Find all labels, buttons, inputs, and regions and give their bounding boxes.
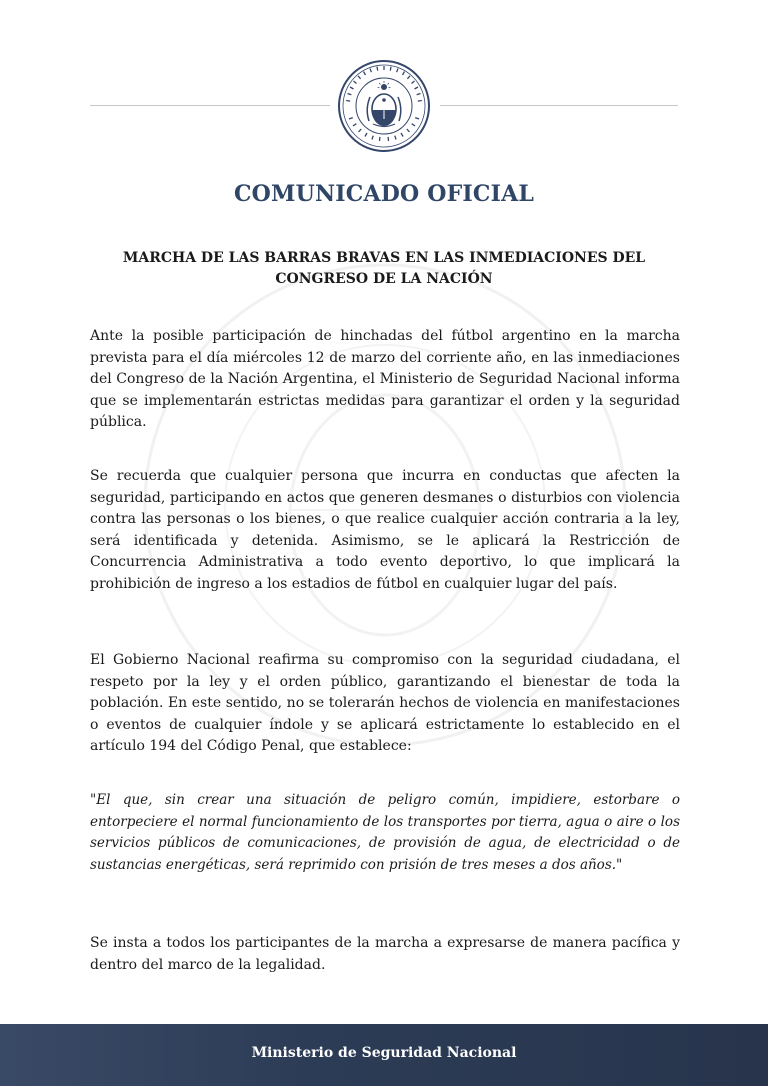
quote-paragraph: "El que, sin crear una situación de peligro común, impidiere, estorbare o entorpeciere el normal funcionamiento de los transportes por tierra, agua o aire o los servicios públicos de comunicaciones, de provisión de agua, de electricidad o de sustancias energéticas, será reprimido con prisión de tres meses a dos años." — [90, 792, 680, 873]
document-subtitle: MARCHA DE LAS BARRAS BRAVAS EN LAS INMEDIACIONES DEL CONGRESO DE LA NACIÓN — [122, 250, 646, 287]
header-divider-left — [90, 105, 330, 106]
paragraph-3: El Gobierno Nacional reafirma su compromiso con la seguridad ciudadana, el respeto por la ley y el orden público, garantizando el bienestar de toda la población. En este sentido, no se tolerarán hechos de violencia en manifestaciones o eventos de cualquier índole y se aplicará estrictamente lo establecido en el artículo 194 del Código Penal, que establece: — [90, 652, 680, 754]
header-divider-right — [440, 105, 678, 106]
paragraph-5: Se insta a todos los participantes de la marcha a expresarse de manera pacífica y dentro del marco de la legalidad. — [90, 935, 680, 973]
footer-label: Ministerio de Seguridad Nacional — [251, 1045, 517, 1061]
paragraph-1: Ante la posible participación de hinchadas del fútbol argentino en la marcha prevista para el día miércoles 12 de marzo del corriente año, en las inmediaciones del Congreso de la Nación Argentina, el Ministerio de Seguridad Nacional informa que se implementarán estrictas medidas para garantizar el orden y la seguridad pública. — [90, 328, 680, 430]
footer-bar — [0, 1024, 768, 1086]
paragraph-2: Se recuerda que cualquier persona que incurra en conductas que afecten la seguridad, participando en actos que generen desmanes o disturbios con violencia contra las personas o los bienes, o que realice cualquier acción contraria a la ley, será identificada y detenida. Asimismo, se le aplicará la Restricción de Concurrencia Administrativa a todo evento deportivo, lo que implicará la prohibición de ingreso a los estadios de fútbol en cualquier lugar del país. — [90, 468, 680, 592]
ministry-seal-icon — [337, 59, 431, 153]
document-title: COMUNICADO OFICIAL — [233, 181, 535, 207]
